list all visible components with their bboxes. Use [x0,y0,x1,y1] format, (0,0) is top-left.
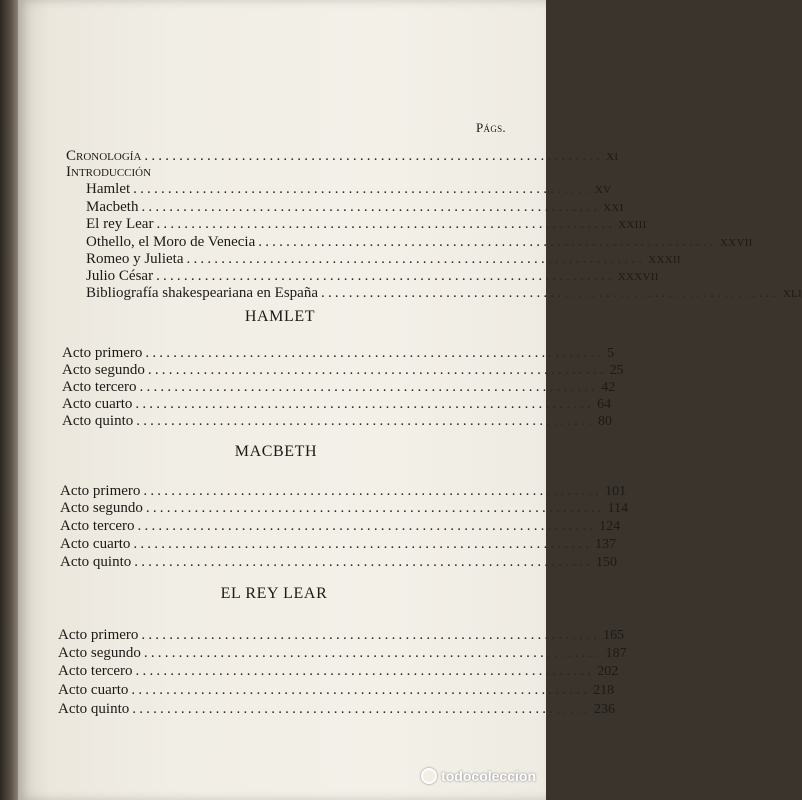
toc-act-row [60,536,617,553]
watermark [421,768,536,784]
toc-act-row [58,645,627,662]
act-page: 165 [603,628,625,643]
toc-entry-intro-othello [86,234,753,251]
dot-leader: .................................................................. [131,682,591,698]
toc-act-row [62,396,612,413]
act-label: Acto tercero [62,379,137,395]
act-page: 80 [597,414,612,429]
act-page: 42 [601,380,616,395]
entry-label: Othello, el Moro de Venecia [86,234,256,250]
entry-page: XXVII [719,237,753,249]
toc-entry-intro-julio-cesar [86,268,659,285]
act-label: Acto tercero [58,663,133,679]
toc-act-row [60,518,621,535]
dot-leader: .................................................................. [258,234,717,250]
watermark-text: todocoleccion [441,768,536,784]
dot-leader: .................................................................. [321,285,780,301]
dot-leader: .................................................................. [139,379,599,395]
entry-label: Romeo y Julieta [86,251,184,267]
toc-entry-intro-macbeth [86,199,624,216]
dot-leader: .................................................................. [143,483,603,499]
dot-leader: .................................................................. [145,345,605,361]
toc-act-row [58,701,615,718]
act-label: Acto quinto [58,701,130,717]
dot-leader: .................................................................. [134,554,593,570]
toc-act-row [58,627,625,644]
pages-column-header: Págs. [476,120,506,135]
act-page: 202 [597,664,619,679]
toc-act-row [62,345,615,362]
entry-label: Introducción [66,164,152,180]
dot-leader: .................................................................. [137,518,597,534]
act-page: 114 [607,501,629,516]
toc-entry-intro-romeo [86,251,681,268]
act-label: Acto quinto [62,413,134,429]
dot-leader: .................................................................. [144,148,604,164]
entry-label: Bibliografía shakespeariana en España [86,285,318,301]
dot-leader: .................................................................. [143,645,603,661]
entry-page: XXXVII [617,271,659,283]
dot-leader: .................................................................. [141,199,601,215]
entry-label: Hamlet [86,181,131,197]
act-label: Acto quinto [60,554,132,570]
act-page: 25 [609,363,624,378]
act-label: Acto segundo [62,362,145,378]
watermark-logo-icon [421,768,437,784]
act-label: Acto segundo [58,645,141,661]
dot-leader: .................................................................. [133,536,593,552]
book-page [18,0,802,800]
act-label: Acto cuarto [62,396,133,412]
entry-page: XXI [603,202,624,214]
dot-leader: .................................................................. [186,251,646,267]
entry-label: El rey Lear [86,216,154,232]
act-page: 137 [595,537,617,552]
act-label: Acto primero [62,345,143,361]
act-page: 124 [599,519,621,534]
act-label: Acto segundo [60,500,143,516]
dot-leader: .................................................................. [133,181,592,197]
dot-leader: .................................................................. [136,413,595,429]
dot-leader: .................................................................. [141,627,601,643]
act-label: Acto cuarto [60,536,131,552]
act-label: Acto primero [58,627,139,643]
entry-page: XXIII [618,219,647,231]
act-label: Acto cuarto [58,682,129,698]
act-page: 236 [593,702,615,717]
toc-act-row [62,362,624,379]
entry-page: XI [606,151,619,163]
toc-act-row [60,554,617,571]
toc-entry-intro-bibliografia [86,285,802,302]
toc-act-row [58,663,619,680]
toc-entry-cronologia [66,148,619,165]
entry-label: Julio César [86,268,154,284]
dot-leader: .................................................................. [145,500,605,516]
toc-act-row [62,413,612,430]
dot-leader: .................................................................. [156,268,615,284]
entry-page: XXXII [648,254,681,266]
toc-entry-introduccion [66,164,502,181]
dot-leader: .................................................................. [132,701,591,717]
act-label: Acto tercero [60,518,135,534]
act-page: 101 [605,484,627,499]
toc-act-row [62,379,616,396]
entry-page: XV [594,184,612,196]
toc-act-row [60,483,627,500]
section-title-macbeth: MACBETH [234,443,318,460]
entry-label: Macbeth [86,199,139,215]
act-label: Acto primero [60,483,141,499]
book-gutter [0,0,18,800]
act-page: 64 [597,397,612,412]
section-title-el-rey-lear: EL REY LEAR [220,585,328,602]
dot-leader: .................................................................. [156,216,616,232]
toc-act-row [60,500,629,517]
entry-page: XLI [782,288,802,300]
dot-leader: .................................................................. [147,362,607,378]
entry-label: Cronología [66,148,142,164]
act-page: 5 [607,346,615,361]
dot-leader: .................................................................. [135,396,595,412]
toc-act-row [58,682,615,699]
toc-entry-intro-lear [86,216,647,233]
act-page: 218 [593,683,615,698]
dot-leader: .................................................................. [135,663,595,679]
act-page: 150 [595,555,617,570]
toc-entry-intro-hamlet [86,181,612,198]
section-title-hamlet: HAMLET [244,308,316,325]
act-page: 187 [605,646,627,661]
